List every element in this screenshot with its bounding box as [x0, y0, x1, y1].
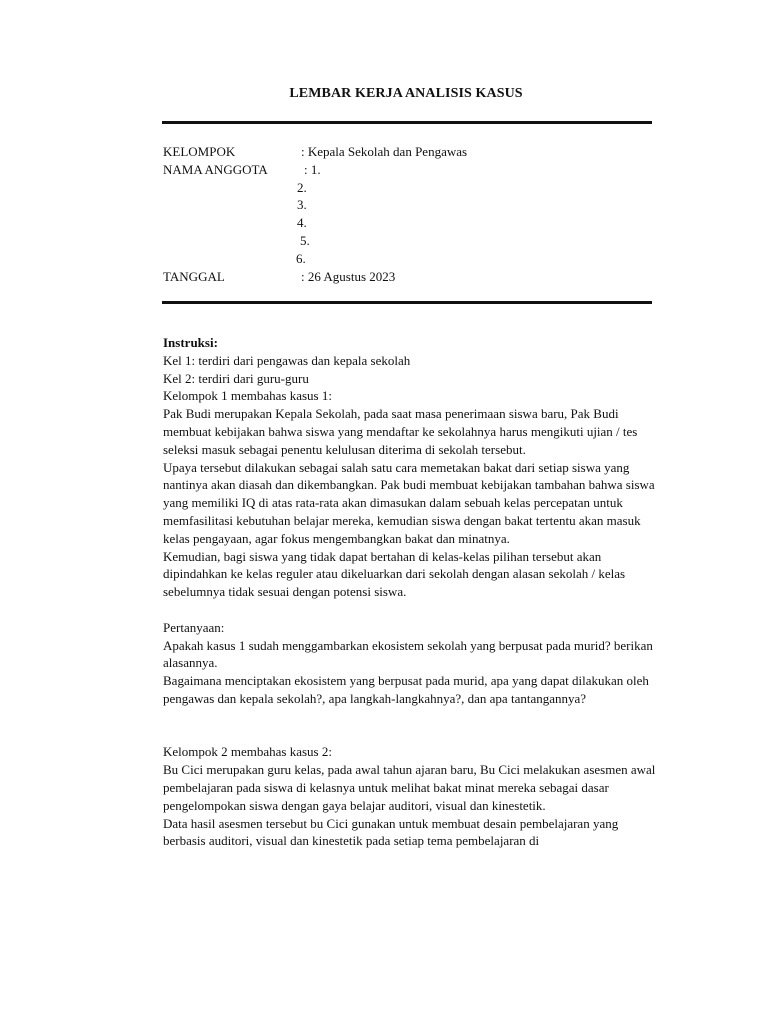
instruksi-heading: Instruksi: — [163, 335, 218, 350]
spacer — [163, 708, 663, 744]
kasus2-paragraph: Data hasil asesmen tersebut bu Cici gunakan untuk membuat desain pembelajaran yang berbasis auditori, visual dan kinestetik pada setiap tema pembelajaran di — [163, 815, 619, 849]
top-divider — [162, 121, 652, 124]
question-1: Apakah kasus 1 sudah menggambarkan ekosistem sekolah yang berpusat pada murid? berikan alasannya. — [163, 637, 653, 671]
tanggal-label: TANGGAL — [163, 268, 225, 284]
tanggal-value: : 26 Agustus 2023 — [301, 268, 396, 284]
question-2: Bagaimana menciptakan ekosistem yang berpusat pada murid, apa yang dapat dilakukan oleh pengawas dan kepala sekolah?, apa langkah-langkahnya?, dan apa tantangannya? — [163, 673, 649, 706]
member-number: 6. — [296, 250, 306, 266]
document-body — [163, 334, 663, 850]
kasus1-paragraph: Upaya tersebut dilakukan sebagai salah satu cara memetakan bakat dari setiap siswa yang nantinya akan diasah dan dikembangkan. Pak budi membuat kebijakan tambahan bahwa siswa yang memiliki IQ di atas rata-rata akan dimasukan dalam sebuah kelas percepatan untuk memfasilitasi kebutuhan belajar mereka, kemudian siswa dengan bakat tertentu akan masuk kelas pengayaan, agar fokus mengembangkan bakat dan minatnya. — [163, 459, 655, 546]
kasus2-paragraph: Bu Cici merupakan guru kelas, pada awal tahun ajaran baru, Bu Cici melakukan asesmen awal pembelajaran pada siswa di kelasnya untuk melihat bakat minat mereka sebagai dasar pengelompokan siswa dengan gaya belajar auditori, visual dan kinestetik. — [163, 762, 656, 813]
nama-anggota-label: NAMA ANGGOTA — [163, 161, 268, 177]
kelompok-label: KELOMPOK — [163, 144, 236, 159]
member-number: 3. — [297, 197, 307, 213]
member-number: 2. — [297, 179, 307, 195]
kasus1-paragraph: Pak Budi merupakan Kepala Sekolah, pada saat masa penerimaan siswa baru, Pak Budi membuat kebijakan bahwa siswa yang mendaftar ke sekolahnya harus mengikuti ujian / tes seleksi masuk sebagai penentu kelulusan diterima di sekolah tersebut. — [163, 406, 638, 457]
nama-anggota-value: : 1. — [304, 161, 321, 177]
document-title: LEMBAR KERJA ANALISIS KASUS — [289, 86, 523, 101]
bottom-divider — [162, 301, 652, 304]
member-number: 4. — [297, 215, 307, 231]
kasus1-intro: Kelompok 1 membahas kasus 1: — [163, 388, 332, 404]
kelompok-value: : Kepala Sekolah dan Pengawas — [301, 144, 468, 159]
kasus1-paragraph: Kemudian, bagi siswa yang tidak dapat bertahan di kelas-kelas pilihan tersebut akan dipindahkan ke kelas reguler atau dikeluarkan dari sekolah dengan alasan sekolah / kelas sebelumnya tidak sesuai dengan potensi siswa. — [163, 548, 626, 600]
member-number: 5. — [300, 232, 310, 248]
spacer — [163, 601, 663, 619]
kel1-text: Kel 1: terdiri dari pengawas dan kepala sekolah — [163, 352, 411, 368]
kel2-text: Kel 2: terdiri dari guru-guru — [163, 370, 309, 386]
pertanyaan-heading: Pertanyaan: — [163, 619, 225, 635]
kasus2-intro: Kelompok 2 membahas kasus 2: — [163, 744, 332, 760]
